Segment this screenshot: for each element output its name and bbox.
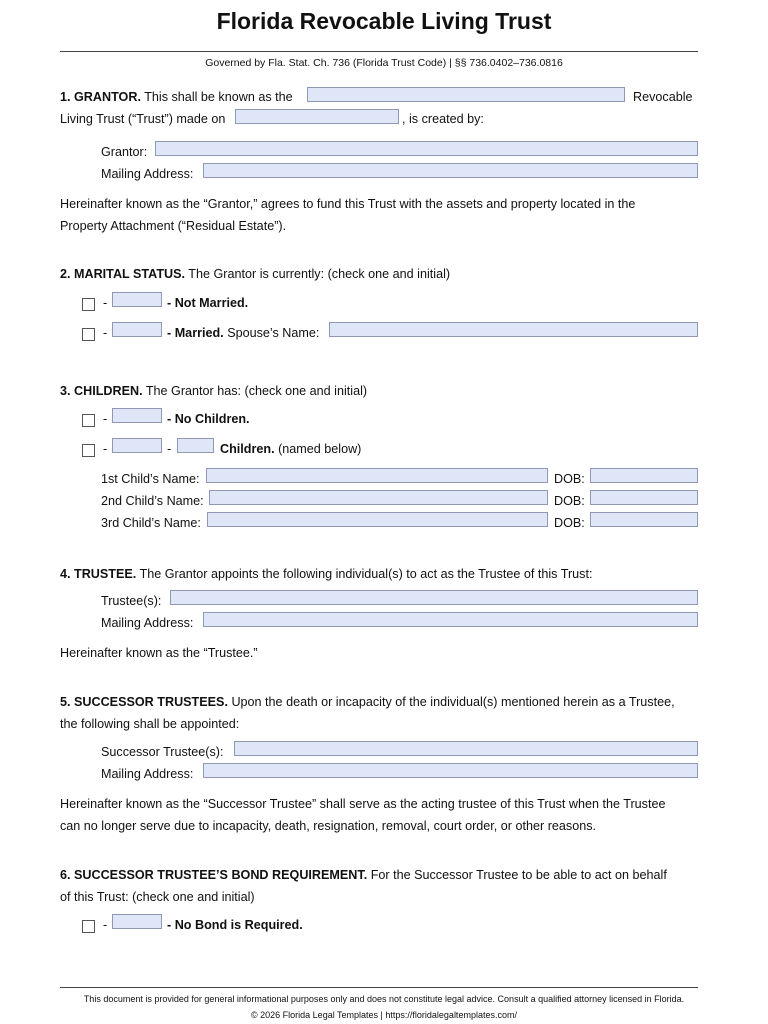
- married-label: - Married.: [167, 326, 224, 340]
- dash: -: [103, 296, 108, 310]
- not-married-initial-field[interactable]: [112, 292, 162, 307]
- dash: -: [103, 412, 108, 426]
- successor-paragraph-line-1: Hereinafter known as the “Successor Trustee” shall serve as the acting trustee of this Trust when the Trustee: [60, 797, 666, 811]
- section-4-text: The Grantor appoints the following individual(s) to act as the Trustee of this Trust:: [139, 567, 593, 581]
- section-5-text: Upon the death or incapacity of the individual(s) mentioned herein as a Trustee,: [231, 695, 675, 709]
- child-3-dob-label: DOB:: [554, 516, 585, 530]
- children-label: Children.: [220, 442, 275, 456]
- created-by-text: , is created by:: [402, 112, 484, 126]
- trustee-label: Trustee(s):: [101, 594, 162, 608]
- dash: -: [103, 442, 108, 456]
- trustee-address-label: Mailing Address:: [101, 616, 194, 630]
- named-below-text: (named below): [278, 442, 362, 456]
- footer-copyright: © 2026 Florida Legal Templates | https://floridalegaltemplates.com/: [251, 1010, 517, 1020]
- no-bond-label: - No Bond is Required.: [167, 918, 303, 932]
- no-children-checkbox[interactable]: [82, 414, 95, 427]
- dash: -: [167, 442, 172, 456]
- no-bond-initial-field[interactable]: [112, 914, 162, 929]
- footer-disclaimer: This document is provided for general informational purposes only and does not constitute legal advice. Consult a qualified attorney licensed in Florida.: [83, 994, 685, 1004]
- grantor-paragraph-line-1: Hereinafter known as the “Grantor,” agrees to fund this Trust with the assets and property located in the: [60, 197, 636, 211]
- children-initial-field[interactable]: [112, 438, 162, 453]
- grantor-address-field[interactable]: [203, 163, 698, 178]
- successor-trustee-label: Successor Trustee(s):: [101, 745, 224, 759]
- section-2-text: The Grantor is currently: (check one and initial): [188, 267, 451, 281]
- children-checkbox[interactable]: [82, 444, 95, 457]
- not-married-checkbox[interactable]: [82, 298, 95, 311]
- child-1-dob-label: DOB:: [554, 472, 585, 486]
- child-3-dob-field[interactable]: [590, 512, 698, 527]
- child-3-name-field[interactable]: [207, 512, 548, 527]
- section-4-heading: 4. TRUSTEE.: [60, 567, 137, 581]
- trustee-paragraph: Hereinafter known as the “Trustee.”: [60, 646, 258, 660]
- section-6-text-line-2: of this Trust: (check one and initial): [60, 890, 255, 904]
- successor-address-field[interactable]: [203, 763, 698, 778]
- section-5-text-line-2: the following shall be appointed:: [60, 717, 240, 731]
- document-title: Florida Revocable Living Trust: [216, 8, 552, 34]
- revocable-text: Revocable: [633, 90, 693, 104]
- child-1-dob-field[interactable]: [590, 468, 698, 483]
- trustee-name-field[interactable]: [170, 590, 698, 605]
- spouse-name-label: Spouse’s Name:: [227, 326, 320, 340]
- section-6-heading: 6. SUCCESSOR TRUSTEE’S BOND REQUIREMENT.: [60, 868, 368, 882]
- section-1-heading: 1. GRANTOR.: [60, 90, 141, 104]
- section-6-text: For the Successor Trustee to be able to act on behalf: [370, 868, 667, 882]
- married-checkbox[interactable]: [82, 328, 95, 341]
- child-2-name-field[interactable]: [209, 490, 548, 505]
- living-trust-text: Living Trust (“Trust”) made on: [60, 112, 226, 126]
- children-count-field[interactable]: [177, 438, 214, 453]
- section-5-heading: 5. SUCCESSOR TRUSTEES.: [60, 695, 228, 709]
- section-2-heading: 2. MARITAL STATUS.: [60, 267, 186, 281]
- no-children-label: - No Children.: [167, 412, 250, 426]
- successor-trustee-name-field[interactable]: [234, 741, 698, 756]
- successor-address-label: Mailing Address:: [101, 767, 194, 781]
- spouse-name-field[interactable]: [329, 322, 698, 337]
- section-3-text: The Grantor has: (check one and initial): [145, 384, 368, 398]
- dash: -: [103, 918, 108, 932]
- grantor-address-label: Mailing Address:: [101, 167, 194, 181]
- footer-rule: [60, 987, 698, 988]
- section-1-text: This shall be known as the: [144, 90, 293, 104]
- grantor-label: Grantor:: [101, 145, 148, 159]
- child-1-name-field[interactable]: [206, 468, 548, 483]
- child-2-dob-field[interactable]: [590, 490, 698, 505]
- trustee-address-field[interactable]: [203, 612, 698, 627]
- no-children-initial-field[interactable]: [112, 408, 162, 423]
- trust-name-field[interactable]: [307, 87, 625, 102]
- governing-statute: Governed by Fla. Stat. Ch. 736 (Florida Trust Code) | §§ 736.0402–736.0816: [205, 57, 563, 69]
- section-3-heading: 3. CHILDREN.: [60, 384, 143, 398]
- child-2-label: 2nd Child’s Name:: [101, 494, 204, 508]
- successor-paragraph-line-2: can no longer serve due to incapacity, death, resignation, removal, court order, or other reasons.: [60, 819, 597, 833]
- married-initial-field[interactable]: [112, 322, 162, 337]
- trust-date-field[interactable]: [235, 109, 399, 124]
- child-3-label: 3rd Child’s Name:: [101, 516, 201, 530]
- dash: -: [103, 326, 108, 340]
- child-1-label: 1st Child’s Name:: [101, 472, 200, 486]
- no-bond-checkbox[interactable]: [82, 920, 95, 933]
- grantor-name-field[interactable]: [155, 141, 698, 156]
- child-2-dob-label: DOB:: [554, 494, 585, 508]
- grantor-paragraph-line-2: Property Attachment (“Residual Estate”).: [60, 219, 287, 233]
- header-rule: [60, 51, 698, 52]
- not-married-label: - Not Married.: [167, 296, 249, 310]
